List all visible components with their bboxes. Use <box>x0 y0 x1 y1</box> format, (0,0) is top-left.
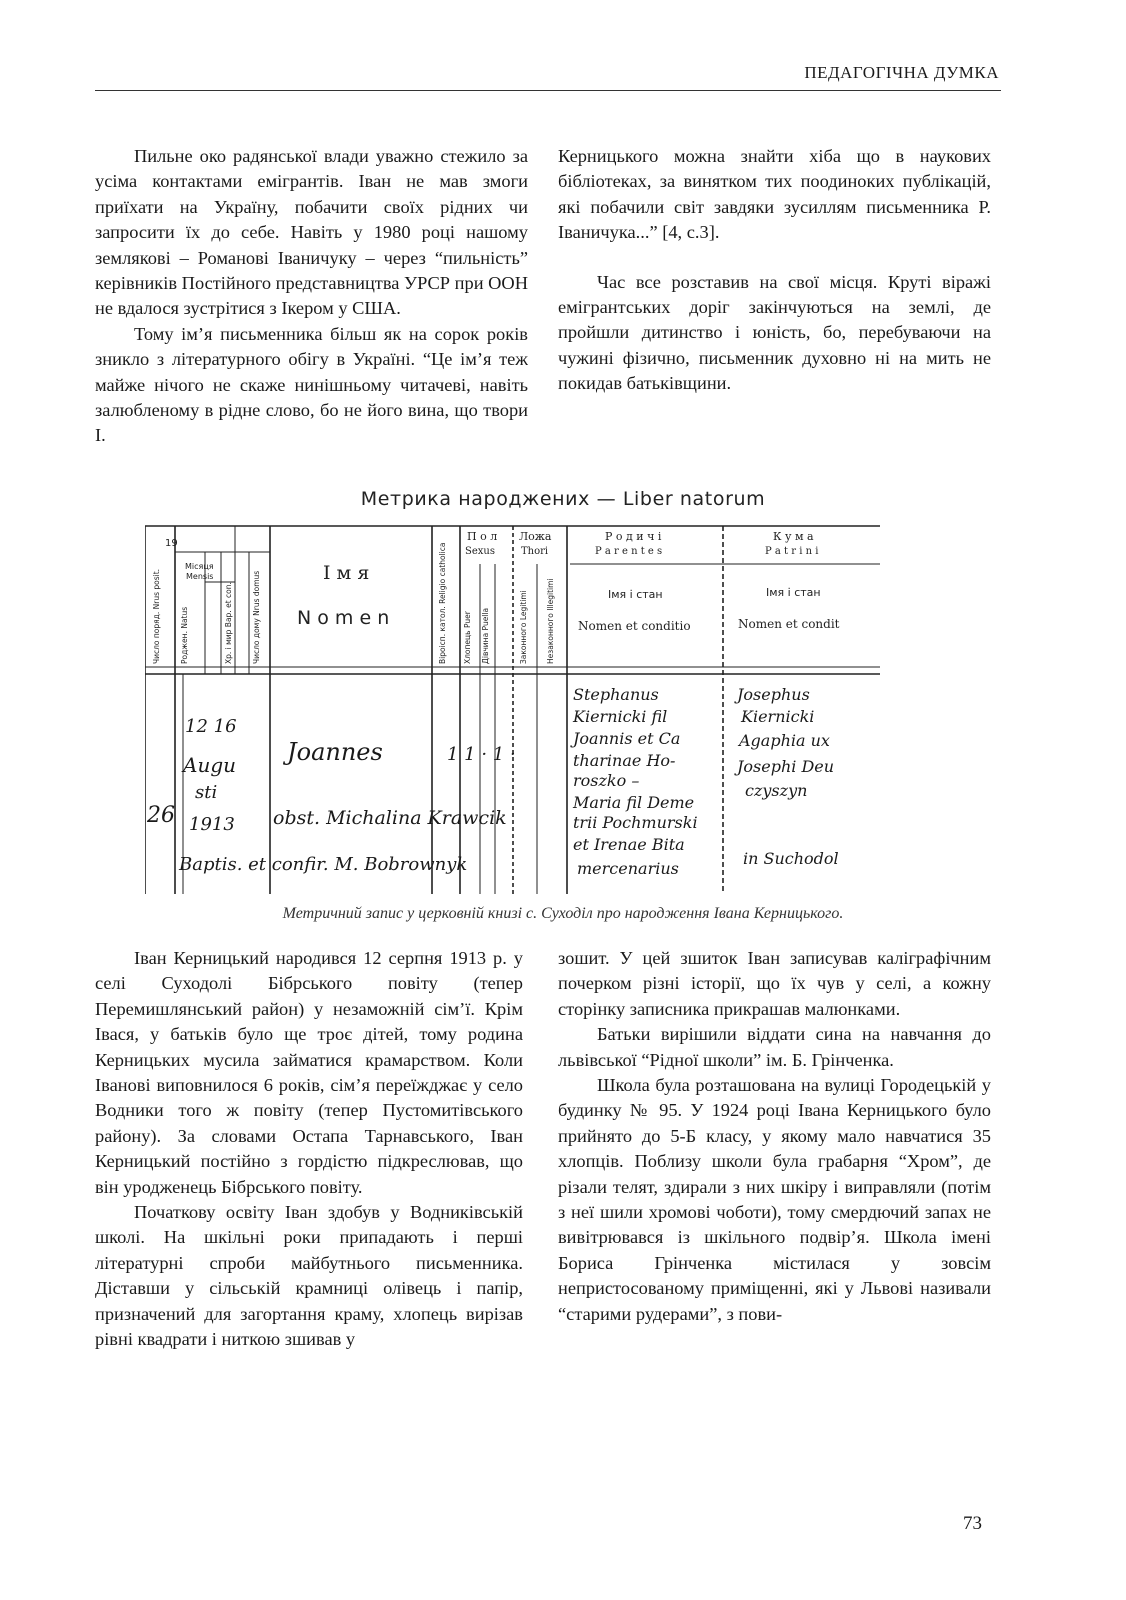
register-parents-label: Р о д и ч і <box>605 530 662 543</box>
entry-date: 1913 <box>189 814 235 835</box>
paragraph: Керницького можна знайти хіба що в наукових бібліотеках, за винятком тих поодиноких публікацій, які побачили світ завдяки зусиллям письменника Р. Іваничука...” [4, с.3]. <box>558 146 991 243</box>
column-left-bottom <box>95 946 523 1353</box>
register-parents-latin: P a r e n t e s <box>595 546 663 557</box>
register-vertical-caption: Роджен. Natus <box>180 606 189 664</box>
register-vertical-caption: Незаконного Illegitimi <box>546 578 555 664</box>
entry-parents: mercenarius <box>577 859 679 878</box>
paragraph: Початкову освіту Іван здобув у Водниківській школі. На шкільні роки припадають і перші літературні спроби майбутнього письменника. Діставши у сільській крамниці олівець і папір, призначений для загортання краму, хлопець вирізав рівні квадрати і ниткою зшивав у <box>95 1202 523 1350</box>
entry-godparents: in Suchodol <box>743 849 839 868</box>
register-vertical-caption: Дівчина Puella <box>481 607 490 664</box>
paragraph: Іван Керницький народився 12 серпня 1913 р. у селі Суходолі Бібрського повіту (тепер Перемишлянський район) у незаможній сім’ї. Крім Івася, у батьків було ще троє дітей, тому родина Керницьких мусила займатися крамарством. Коли Іванові виповнилося 6 років, сім’я переїжджає у село Водники того ж повіту (тепер Пустомитівського району). За словами Остапа Тарнавського, Іван Керницький постійно з гордістю підкреслював, що він уродженець Бібрського повіту. <box>95 948 523 1197</box>
entry-parents: Maria fil Deme <box>573 793 695 812</box>
register-vertical-caption: Законного Legitimi <box>519 590 528 664</box>
header-rule <box>95 90 1001 91</box>
register-vertical-caption: Хр. і мир Bap. et con. <box>224 582 233 664</box>
register-sex-label: П о л <box>467 530 498 543</box>
entry-child-name: Joannes <box>287 738 383 766</box>
register-month-latin: Mensis <box>186 572 214 581</box>
register-year-cell: 19 <box>165 538 178 549</box>
column-right-top <box>558 144 991 397</box>
paragraph: Батьки вирішили віддати сина на навчання до львівської “Рідної школи” ім. Б. Грінченка. <box>558 1024 991 1070</box>
paragraph: зошит. У цей зшиток Іван записував каліграфічним почерком різні історії, що їх чув у селі, а кожну сторінку записника прикрашав малюнками. <box>558 948 991 1019</box>
entry-godparents: Josephi Deu <box>737 757 835 776</box>
register-name-latin: N o m e n <box>297 607 390 629</box>
register-parents-name-status: Імя і стан <box>608 588 663 601</box>
entry-obstetrix: obst. Michalina Krawcik <box>273 807 507 829</box>
entry-date: sti <box>195 782 218 803</box>
column-right-bottom <box>558 946 991 1327</box>
entry-godparents: Agaphia ux <box>739 731 830 750</box>
register-godparents-label: К у м а <box>773 530 814 543</box>
entry-date: 12 16 <box>185 716 237 737</box>
register-godparents-latin: P a t r i n i <box>765 546 819 557</box>
column-left-top <box>95 144 528 449</box>
register-legit-label: Ложа <box>519 530 552 543</box>
birth-register-image <box>145 524 880 894</box>
running-head: ПЕДАГОГІЧНА ДУМКА <box>804 63 999 82</box>
paragraph: Час все розставив на свої місця. Круті віражі емігрантських доріг закінчуються на землі, де пройшли дитинство і юність, бо, перебуваючи на чужині фізично, письменник духовно ні на мить не покидав батьківщини. <box>558 271 991 394</box>
entry-parents: trii Pochmurski <box>573 813 698 832</box>
register-vertical-caption: Число дому Nrus domus <box>252 570 261 664</box>
page-number: 73 <box>963 1513 982 1534</box>
entry-number: 26 <box>147 803 175 828</box>
register-vertical-caption: Хлопець Puer <box>463 611 472 664</box>
paragraph: Школа була розташована на вулиці Городецькій у будинку № 95. У 1924 році Івана Керницького було прийнято до 5-Б класу, у якому мало навчатися 35 хлопців. Поблизу школи була грабарня “Хром”, де різали телят, здирали з них шкіру і виправляли (потім з неї шили хромові чоботи), тому смердючий запах не вивітрювався із шкільного подвір’я. Школа імені Бориса Грінченка містилася у зовсім непристосованому приміщенні, які у Львові називали “старими рудерами”, з пови- <box>558 1075 991 1324</box>
entry-godparents: Josephus <box>737 685 810 704</box>
register-month-label: Місяця <box>185 562 214 571</box>
entry-godparents: Kiernicki <box>741 707 815 726</box>
paragraph: Тому ім’я письменника більш як на сорок років зникло з літературного обігу в Україні. “Це ім’я теж майже нічого не скаже нинішньому читачеві, навіть залюбленому в рідне слово, бо не його вина, що твори І. <box>95 323 528 446</box>
entry-parents: Kiernicki fil <box>573 707 668 726</box>
entry-parents: Stephanus <box>573 685 659 704</box>
register-godparents-name-status: Імя і стан <box>766 586 821 599</box>
register-sex-latin: Sexus <box>465 546 495 557</box>
register-godparents-name-status-latin: Nomen et condit <box>738 617 840 631</box>
register-parents-name-status-latin: Nomen et conditio <box>578 619 691 633</box>
register-legit-latin: Thori <box>521 546 549 557</box>
entry-parents: et Irenae Bita <box>573 835 685 854</box>
figure-title: Метрика народжених — Liber natorum <box>360 488 766 510</box>
entry-date: Augu <box>183 753 237 777</box>
register-vertical-caption: Віроісп. катол. Religio catholica <box>438 542 447 664</box>
entry-baptism: Baptis. et confir. M. Bobrownyk <box>179 854 468 875</box>
entry-parents: roszko – <box>573 771 640 790</box>
paragraph: Пильне око радянської влади уважно стежило за усіма контактами емігрантів. Іван не мав змоги приїхати на Україну, побачити своїх рідних чи запросити їх до себе. Навіть у 1980 році нашому землякові – Романові Іваничуку – через “пильність” керівників Постійного представництва УРСР при ООН не вдалося зустрітися з Ікером у США. <box>95 146 528 319</box>
entry-marks: 1 1 · 1 · <box>447 744 516 765</box>
register-vertical-caption: Число поряд. Nrus posit. <box>152 568 161 664</box>
figure-caption: Метричний запис у церковній книзі с. Суходіл про народження Івана Керницького. <box>282 905 844 922</box>
entry-godparents: czyszyn <box>745 781 808 800</box>
entry-parents: Joannis et Ca <box>573 729 681 748</box>
register-name-label: І м я <box>323 562 370 584</box>
entry-parents: tharinae Ho- <box>573 751 676 770</box>
